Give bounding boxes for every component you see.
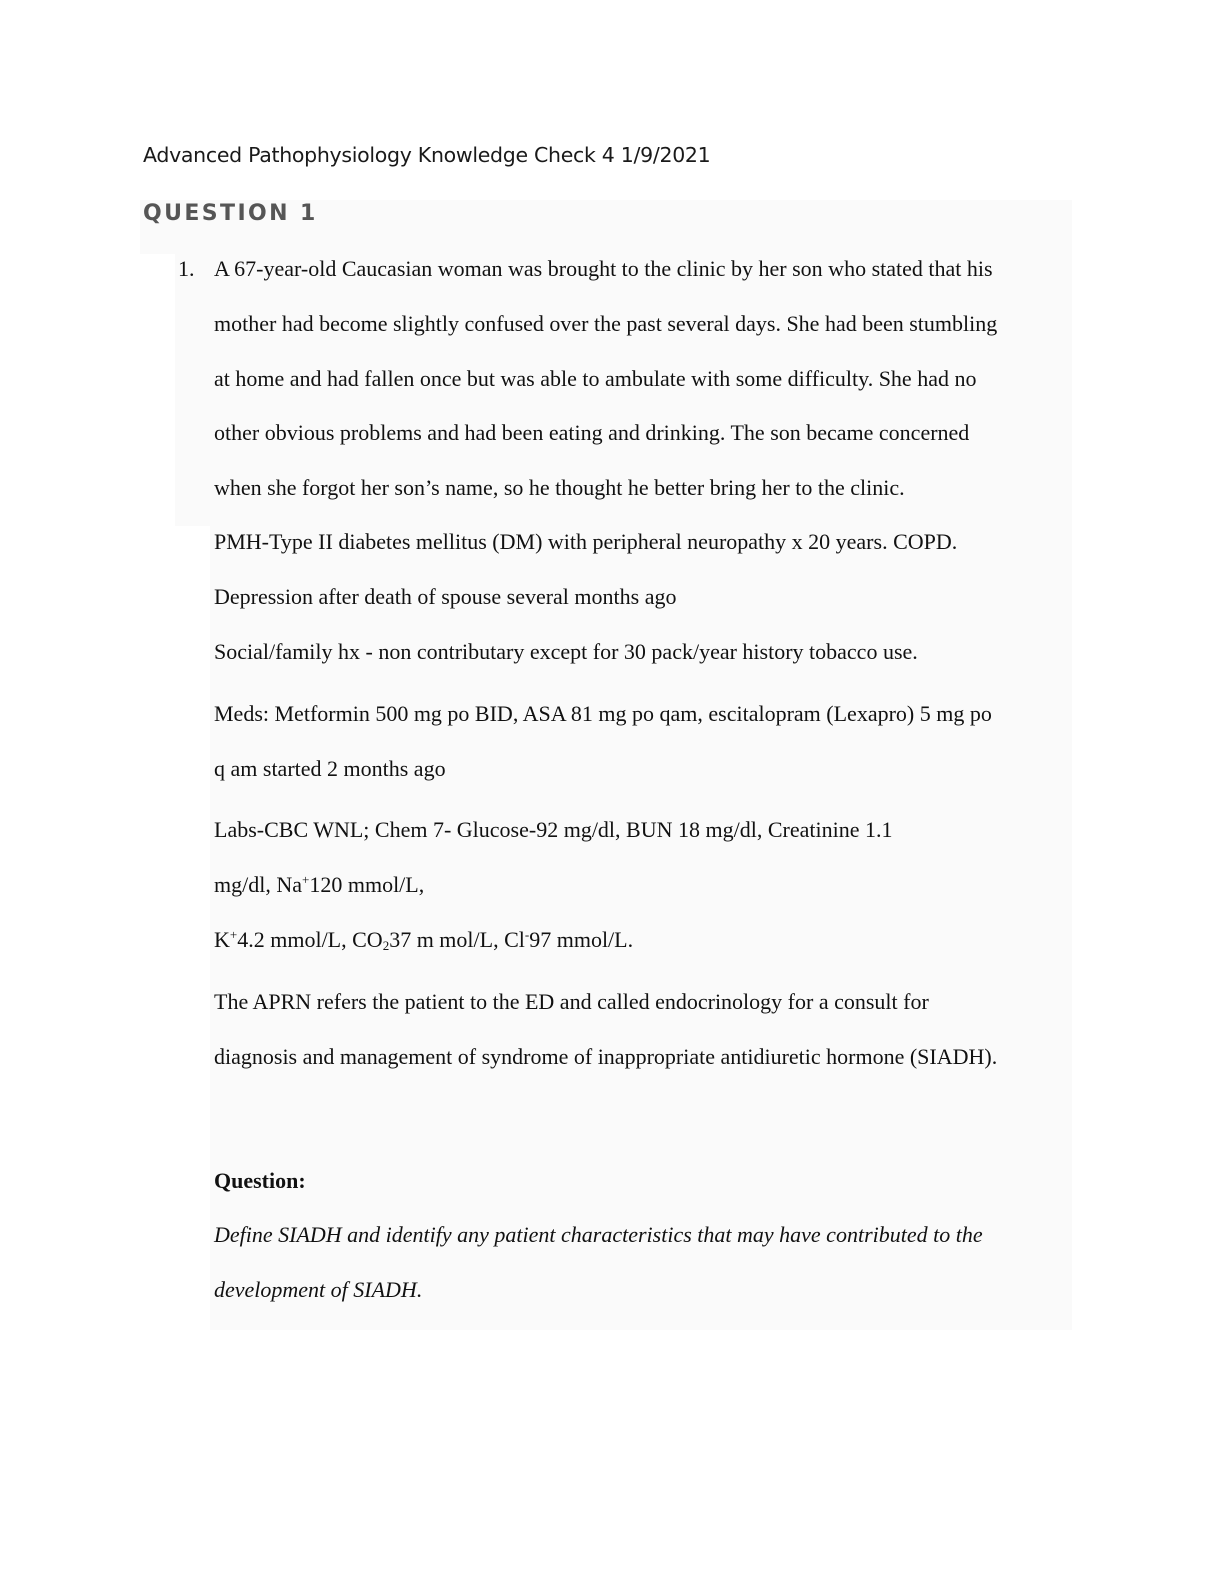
list-item-number: 1. bbox=[178, 256, 195, 281]
potassium-symbol: K bbox=[214, 927, 230, 952]
pmh-line-1: PMH-Type II diabetes mellitus (DM) with peripheral neuropathy x 20 years. COPD. bbox=[214, 529, 958, 554]
labs-line-2 bbox=[214, 872, 424, 898]
potassium-value: 4.2 mmol/L, CO bbox=[237, 927, 383, 952]
number-background bbox=[175, 254, 211, 526]
question-heading: QUESTION 1 bbox=[143, 201, 318, 226]
case-line-3: at home and had fallen once but was able to ambulate with some difficulty. She had no bbox=[214, 366, 977, 391]
question-prompt-line-2: development of SIADH. bbox=[214, 1277, 423, 1302]
referral-line-2: diagnosis and management of syndrome of inappropriate antidiuretic hormone (SIADH). bbox=[214, 1044, 998, 1069]
case-line-4: other obvious problems and had been eating and drinking. The son became concerned bbox=[214, 420, 970, 445]
referral-line-1: The APRN refers the patient to the ED and called endocrinology for a consult for bbox=[214, 989, 929, 1014]
chloride-charge: - bbox=[524, 927, 530, 942]
case-line-2: mother had become slightly confused over the past several days. She had been stumbling bbox=[214, 311, 998, 336]
meds-line-2: q am started 2 months ago bbox=[214, 756, 446, 781]
meds-line-1: Meds: Metformin 500 mg po BID, ASA 81 mg po qam, escitalopram (Lexapro) 5 mg po bbox=[214, 701, 992, 726]
labs-line-3 bbox=[214, 927, 633, 953]
case-line-1: A 67-year-old Caucasian woman was brought to the clinic by her son who stated that his bbox=[214, 256, 993, 281]
case-line-5: when she forgot her son’s name, so he thought he better bring her to the clinic. bbox=[214, 475, 905, 500]
co2-value: 37 m mol/L, Cl bbox=[389, 927, 525, 952]
social-history-line: Social/family hx - non contributary except for 30 pack/year history tobacco use. bbox=[214, 639, 918, 664]
sodium-value: 120 mmol/L, bbox=[309, 872, 425, 897]
labs-line-1: Labs-CBC WNL; Chem 7- Glucose-92 mg/dl, BUN 18 mg/dl, Creatinine 1.1 bbox=[214, 817, 893, 842]
chloride-value: 97 mmol/L. bbox=[529, 927, 634, 952]
question-label: Question: bbox=[214, 1168, 306, 1193]
document-title: Advanced Pathophysiology Knowledge Check 4 1/9/2021 bbox=[143, 143, 711, 167]
pmh-line-2: Depression after death of spouse several months ago bbox=[214, 584, 677, 609]
labs-line-2-text: mg/dl, Na bbox=[214, 872, 302, 897]
sodium-charge: + bbox=[302, 872, 310, 887]
potassium-charge: + bbox=[229, 927, 238, 942]
question-prompt-line-1: Define SIADH and identify any patient characteristics that may have contributed to the bbox=[214, 1222, 983, 1247]
co2-subscript: 2 bbox=[382, 938, 390, 953]
